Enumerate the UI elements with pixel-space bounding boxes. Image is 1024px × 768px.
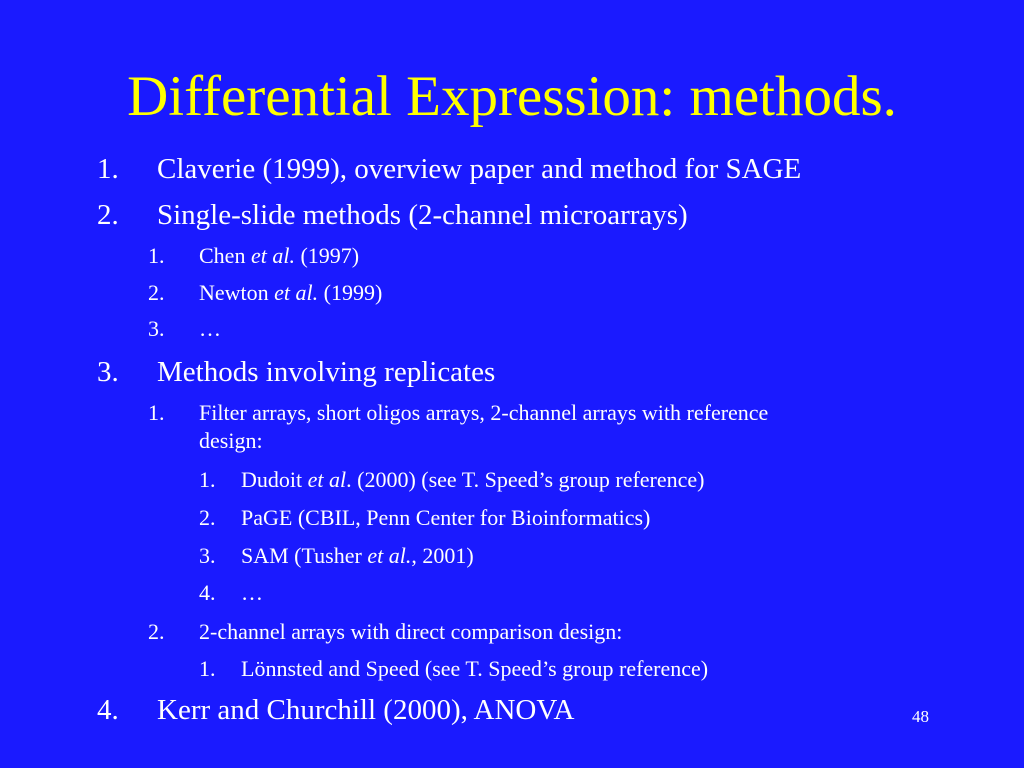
- slide-number: 48: [912, 707, 929, 726]
- list-text: Lönnsted and Speed (see T. Speed’s group reference): [241, 656, 709, 681]
- list-text: Claverie (1999), overview paper and method for SAGE: [157, 153, 802, 185]
- list-number: 1.: [199, 656, 216, 681]
- list-text-continuation: design:: [199, 428, 263, 453]
- list-text: Single-slide methods (2-channel microarrays): [157, 199, 688, 231]
- list-text: Methods involving replicates: [157, 356, 496, 388]
- list-number: 1.: [199, 467, 216, 492]
- slide-title: Differential Expression: methods.: [127, 65, 897, 128]
- list-text: Filter arrays, short oligos arrays, 2-channel arrays with reference: [199, 400, 769, 425]
- list-text: Chen et al. (1997): [199, 243, 360, 268]
- list-number: 2.: [148, 619, 165, 644]
- list-number: 1.: [97, 153, 119, 185]
- list-number: 4.: [97, 694, 119, 726]
- list-text: Newton et al. (1999): [199, 280, 383, 305]
- list-number: 1.: [148, 243, 165, 268]
- list-number: 2.: [199, 505, 216, 530]
- list-number: 4.: [199, 580, 216, 605]
- list-number: 2.: [97, 199, 119, 231]
- list-number: 3.: [199, 543, 216, 568]
- list-text: …: [241, 580, 263, 605]
- list-text: …: [199, 316, 221, 341]
- list-text: Kerr and Churchill (2000), ANOVA: [157, 694, 575, 726]
- list-text: 2-channel arrays with direct comparison design:: [199, 619, 623, 644]
- list-number: 3.: [148, 316, 165, 341]
- list-number: 1.: [148, 400, 165, 425]
- list-text: Dudoit et al. (2000) (see T. Speed’s group reference): [241, 467, 705, 492]
- list-number: 3.: [97, 356, 119, 388]
- list-text: SAM (Tusher et al., 2001): [241, 543, 474, 568]
- list-text: PaGE (CBIL, Penn Center for Bioinformatics): [241, 505, 651, 530]
- list-number: 2.: [148, 280, 165, 305]
